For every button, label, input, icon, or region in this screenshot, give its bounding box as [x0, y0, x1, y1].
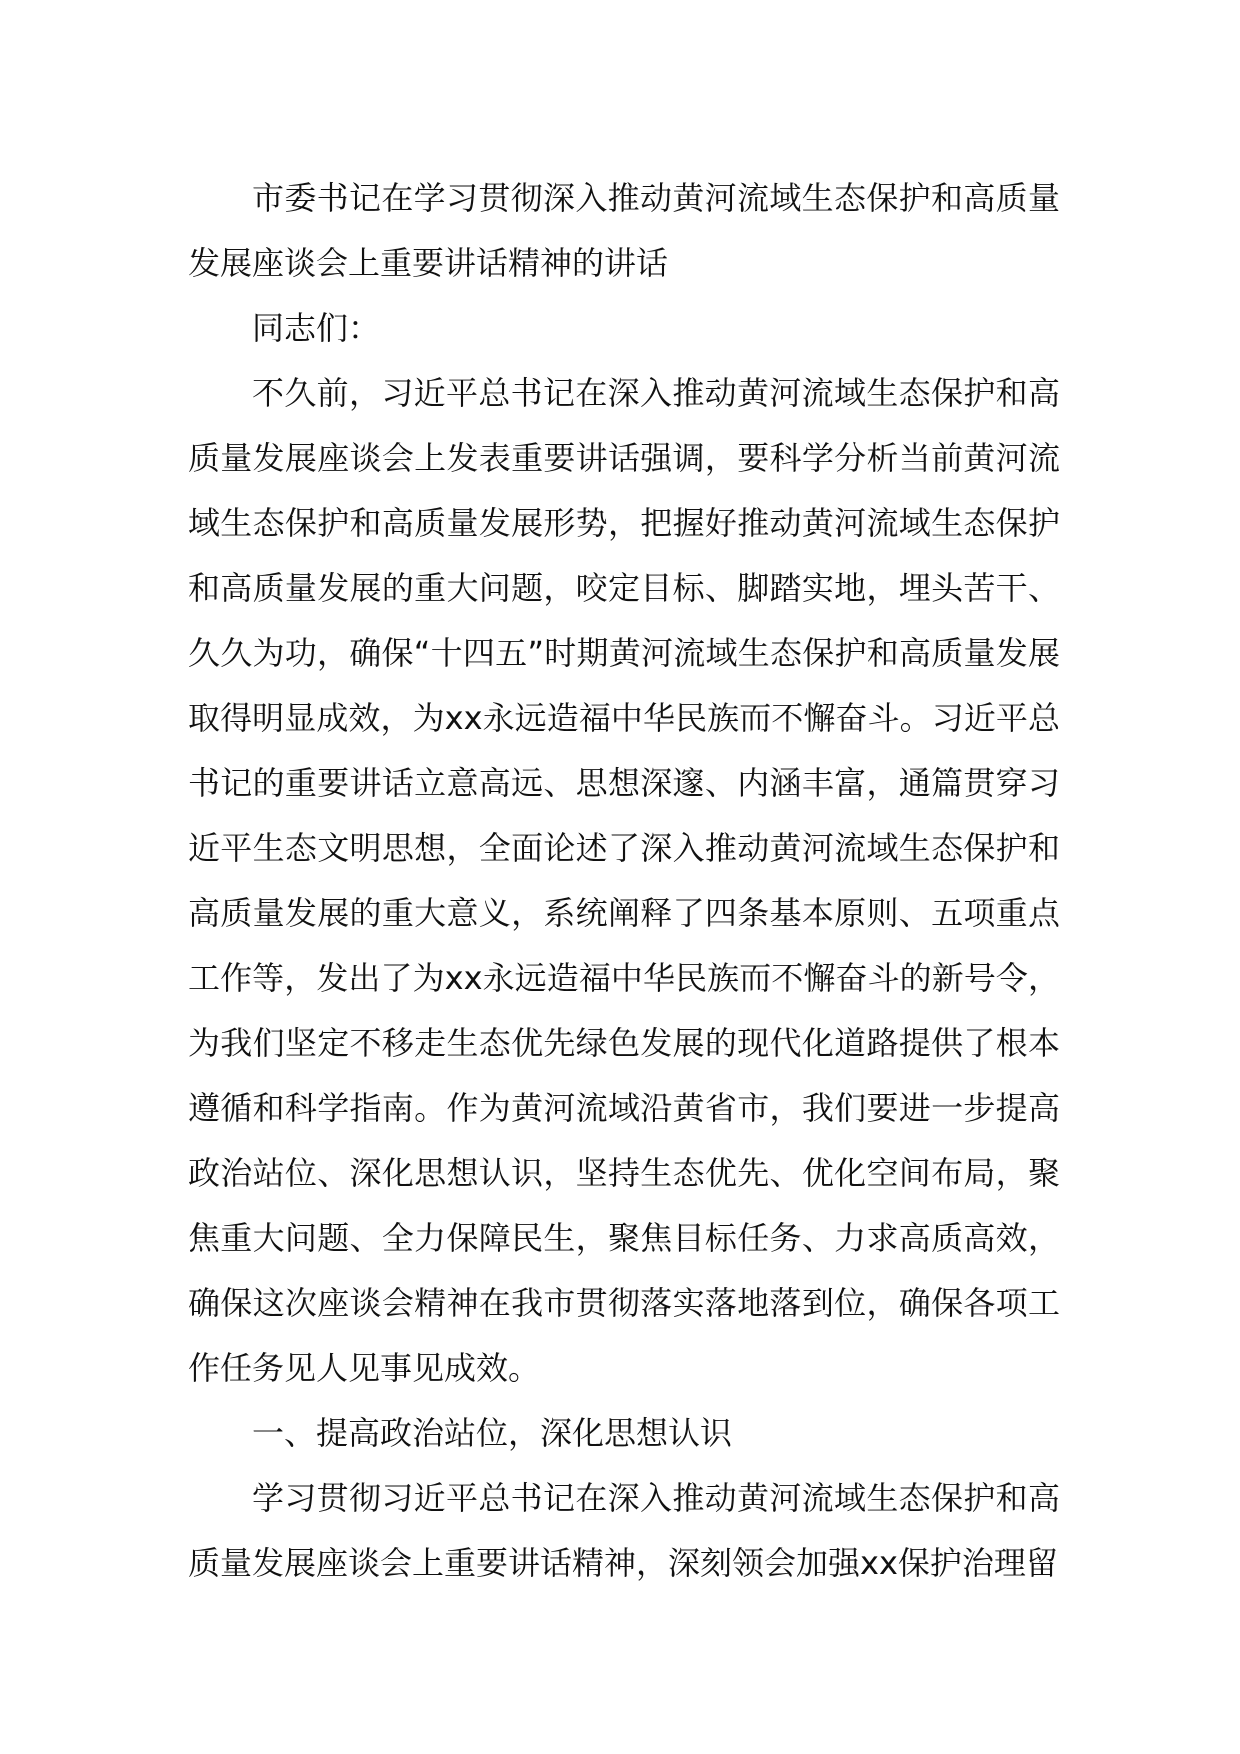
document-title: 市委书记在学习贯彻深入推动黄河流域生态保护和高质量发展座谈会上重要讲话精神的讲话: [188, 179, 1060, 282]
section-paragraph: 学习贯彻习近平总书记在深入推动黄河流域生态保护和高质量发展座谈会上重要讲话精神，深刻领会加强xx保护治理留: [188, 1479, 1060, 1582]
salutation: 同志们：: [252, 309, 381, 347]
document-page: [188, 166, 1060, 1596]
body-paragraph: 不久前，习近平总书记在深入推动黄河流域生态保护和高质量发展座谈会上发表重要讲话强调，要科学分析当前黄河流域生态保护和高质量发展形势，把握好推动黄河流域生态保护和高质量发展的重大问题，咬定目标、脚踏实地，埋头苦干、久久为功，确保“十四五”时期黄河流域生态保护和高质量发展取得明显成效，为xx永远造福中华民族而不懈奋斗。习近平总书记的重要讲话立意高远、思想深邃、内涵丰富，通篇贯穿习近平生态文明思想，全面论述了深入推动黄河流域生态保护和高质量发展的重大意义，系统阐释了四条基本原则、五项重点工作等，发出了为xx永远造福中华民族而不懈奋斗的新号令，为我们坚定不移走生态优先绿色发展的现代化道路提供了根本遵循和科学指南。作为黄河流域沿黄省市，我们要进一步提高政治站位、深化思想认识，坚持生态优先、优化空间布局，聚焦重大问题、全力保障民生，聚焦目标任务、力求高质高效，确保这次座谈会精神在我市贯彻落实落地落到位，确保各项工作任务见人见事见成效。: [188, 374, 1060, 1387]
section-heading: 一、提高政治站位，深化思想认识: [252, 1414, 733, 1452]
